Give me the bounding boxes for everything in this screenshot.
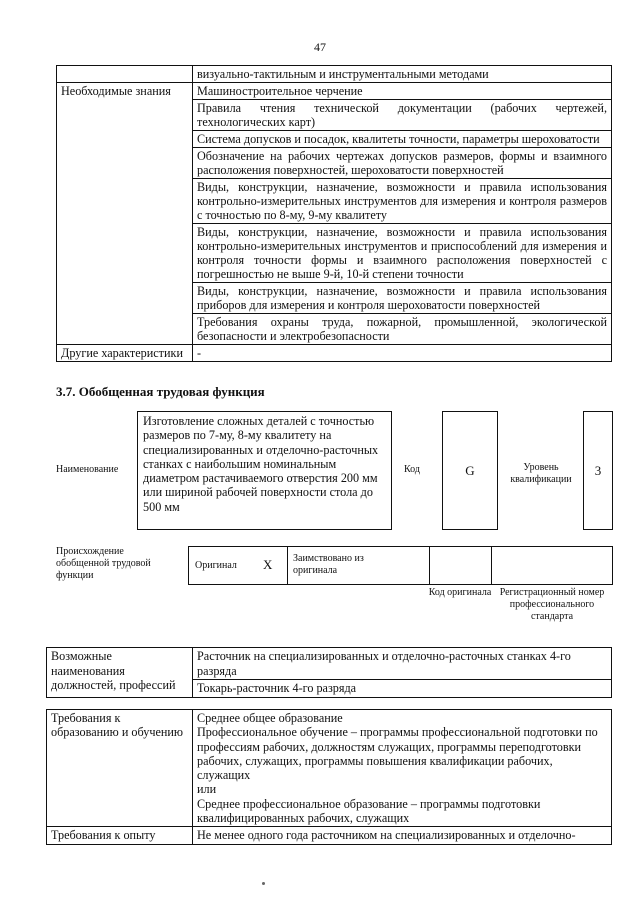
origin-label: Происхождение обобщенной трудовой функции xyxy=(56,546,151,581)
code-original-caption: Код оригинала xyxy=(428,587,492,598)
experience-label: Требования к опыту xyxy=(47,827,193,844)
scan-mark xyxy=(262,882,265,885)
reg-number-caption: Регистрационный номер профессионального стандарта xyxy=(499,587,605,622)
education-cell xyxy=(193,710,612,827)
origin-divider xyxy=(491,547,492,584)
label-other-characteristics: Другие характеристики xyxy=(57,345,193,362)
original-label: Оригинал xyxy=(195,560,237,571)
knowledge-item: Виды, конструкции, назначение, возможности и правила использования приборов для измерения и контроля шероховатости поверхностей xyxy=(193,283,612,314)
education-line: Среднее профессиональное образование – программы подготовки квалифицированных рабочих, служащих xyxy=(197,796,541,826)
knowledge-item: Виды, конструкции, назначение, возможности и правила использования контрольно-измерительных инструментов для измерения и контроля размеров с точностью по 8-му, 9-му квалитету xyxy=(193,179,612,224)
origin-divider xyxy=(429,547,430,584)
function-name-value: Изготовление сложных деталей с точностью размеров по 7-му, 8-му квалитету на специализированных и отделочно-расточных станках с наибольшим номинальным диаметром растачиваемого отверстия 200 мм или шириной рабочей поверхности стола до 500 мм xyxy=(143,414,379,514)
origin-row xyxy=(188,546,613,585)
knowledge-item: Обозначение на рабочих чертежах допусков размеров, формы и взаимного расположения поверхностей, шероховатости поверхностей xyxy=(193,148,612,179)
position-value: Токарь-расточник 4-го разряда xyxy=(193,680,612,698)
knowledge-item: Виды, конструкции, назначение, возможности и правила использования контрольно-измерительных инструментов и приспособлений для измерения и контроля точности формы и взаимного расположения поверхностей с погрешностью не выше 9-й, 10-й степени точности xyxy=(193,224,612,283)
original-mark: X xyxy=(263,557,273,572)
education-line: или xyxy=(197,782,217,797)
level-label: Уровень квалификации xyxy=(510,462,572,485)
page-number: 47 xyxy=(314,40,326,54)
knowledge-continued-line: визуально-тактильным и инструментальными методами xyxy=(193,66,612,83)
knowledge-item: Правила чтения технической документации (рабочих чертежей, технологических карт) xyxy=(193,100,612,131)
level-box xyxy=(583,411,613,530)
name-label: Наименование xyxy=(56,464,119,475)
level-value: 3 xyxy=(594,462,602,478)
label-required-knowledge: Необходимые знания xyxy=(57,83,193,345)
requirements-table xyxy=(46,709,612,845)
education-label: Требования к образованию и обучению xyxy=(47,710,193,827)
positions-table xyxy=(46,647,612,698)
experience-value: Не менее одного года расточником на специализированных и отделочно- xyxy=(193,827,612,844)
section-title: 3.7. Обобщенная трудовая функция xyxy=(56,384,265,399)
origin-divider xyxy=(287,547,288,584)
position-value: Расточник на специализированных и отделочно-расточных станках 4-го разряда xyxy=(193,648,612,680)
function-name-box xyxy=(137,411,392,530)
education-line: Профессиональное обучение – программы профессиональной подготовки по профессиям рабочих, должностям служащих, программы переподготовки рабочих, служащих, программы повышения квалификации рабочих, служащих xyxy=(197,725,598,783)
label-empty xyxy=(57,66,193,83)
knowledge-item: Требования охраны труда, пожарной, промышленной, экологической безопасности и электробезопасности xyxy=(193,314,612,345)
other-characteristics-value: - xyxy=(193,345,612,362)
code-value: G xyxy=(465,462,475,478)
education-line: Среднее общее образование xyxy=(197,711,343,725)
code-label: Код xyxy=(404,464,420,475)
knowledge-item: Машиностроительное черчение xyxy=(193,83,612,100)
positions-label: Возможные наименования должностей, профессий xyxy=(47,648,193,698)
knowledge-table xyxy=(56,65,612,362)
code-box xyxy=(442,411,498,530)
borrowed-label: Заимствовано из оригинала xyxy=(293,553,364,576)
knowledge-item: Система допусков и посадок, квалитеты точности, параметры шероховатости xyxy=(193,131,612,148)
